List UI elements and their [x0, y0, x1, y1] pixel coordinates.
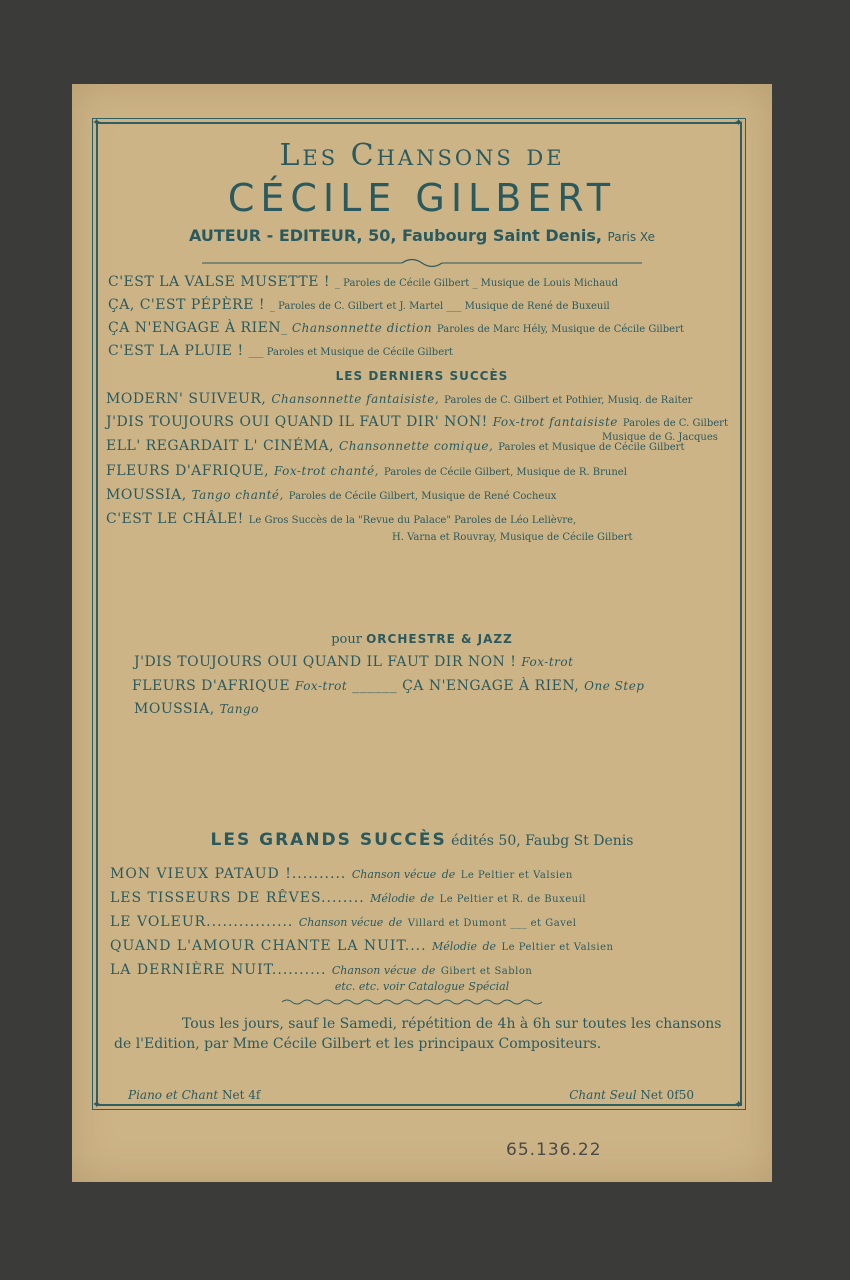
list-item: C'EST LE CHÂLE! Le Gros Succès de la "Revue du Palace" Paroles de Léo Lelièvre,: [106, 511, 577, 527]
orchestra-heading: pour ORCHESTRE & JAZZ: [331, 632, 513, 647]
list-item: ÇA, C'EST PÉPÈRE ! _ Paroles de C. Gilbert et J. Martel ___ Musique de René de Buxeuil: [108, 297, 610, 313]
corner-star-icon: ✦: [92, 116, 102, 129]
rehearsal-notice: Tous les jours, sauf le Samedi, répétition de 4h à 6h sur toutes les chansons de l'Edition, par Mme Cécile Gilbert et les principaux Compositeurs.: [114, 1016, 722, 1052]
list-item: FLEURS D'AFRIQUE, Fox-trot chanté, Paroles de Cécile Gilbert, Musique de R. Brunel: [106, 463, 627, 479]
list-item: LA DERNIÈRE NUIT.......... Chanson vécue de Gibert et Sablon: [110, 962, 533, 978]
wavy-divider-icon: [282, 998, 542, 1006]
title-line-2: CÉCILE GILBERT: [227, 176, 617, 220]
list-item: LES TISSEURS DE RÊVES........ Mélodie de Le Peltier et R. de Buxeuil: [110, 890, 586, 906]
list-item: LE VOLEUR................ Chanson vécue de Villard et Dumont ___ et Gavel: [110, 914, 577, 930]
list-item: C'EST LA PLUIE ! ___ Paroles et Musique de Cécile Gilbert: [108, 343, 453, 359]
publisher-address: [72, 226, 772, 245]
list-item: MODERN' SUIVEUR, Chansonnette fantaisiste, Paroles de C. Gilbert et Pothier, Musiq. de Raiter: [106, 391, 693, 407]
address-main: AUTEUR - EDITEUR, 50, Faubourg Saint Denis,: [189, 226, 602, 245]
grands-succes-heading: LES GRANDS SUCCÈS édités 50, Faubg St Denis: [210, 830, 634, 850]
corner-star-icon: ✦: [734, 116, 744, 129]
catalogue-note: etc. etc. voir Catalogue Spécial: [334, 980, 510, 993]
ornament-divider-icon: [202, 256, 642, 270]
catalog-number-handwritten: 65.136.22: [506, 1140, 602, 1160]
corner-star-icon: ✦: [734, 1098, 744, 1111]
title-line-1: Les Chansons de: [279, 138, 565, 173]
list-item: FLEURS D'AFRIQUE Fox-trot ______ ÇA N'ENGAGE À RIEN, One Step: [132, 678, 645, 694]
price-piano-chant: Piano et Chant Net 4f: [128, 1088, 261, 1102]
list-item: MOUSSIA, Tango: [134, 701, 259, 717]
list-item: QUAND L'AMOUR CHANTE LA NUIT.... Mélodie de Le Peltier et Valsien: [110, 938, 614, 954]
list-item: C'EST LA VALSE MUSETTE ! _ Paroles de Cécile Gilbert _ Musique de Louis Michaud: [108, 274, 618, 290]
sheet-music-back-cover: [72, 84, 772, 1182]
list-item: J'DIS TOUJOURS OUI QUAND IL FAUT DIR' NON! Fox-trot fantaisiste Paroles de C. Gilbert: [106, 414, 728, 430]
section-heading-latest: LES DERNIERS SUCCÈS: [335, 369, 509, 383]
list-item: MON VIEUX PATAUD !.......... Chanson vécue de Le Peltier et Valsien: [110, 866, 573, 882]
list-item-credits: H. Varna et Rouvray, Musique de Cécile Gilbert: [392, 532, 633, 543]
address-city: Paris Xe: [607, 230, 655, 244]
list-item: MOUSSIA, Tango chanté, Paroles de Cécile Gilbert, Musique de René Cocheux: [106, 487, 557, 503]
corner-star-icon: ✦: [92, 1098, 102, 1111]
list-item: ÇA N'ENGAGE À RIEN_ Chansonnette diction Paroles de Marc Hély, Musique de Cécile Gilbert: [108, 320, 684, 336]
list-item-credits: Musique de G. Jacques: [602, 432, 718, 443]
list-item: ELL' REGARDAIT L' CINÉMA, Chansonnette comique, Paroles et Musique de Cécile Gilbert: [106, 438, 685, 454]
list-item: J'DIS TOUJOURS OUI QUAND IL FAUT DIR NON ! Fox-trot: [134, 654, 574, 670]
price-chant-seul: Chant Seul Net 0f50: [569, 1088, 694, 1102]
